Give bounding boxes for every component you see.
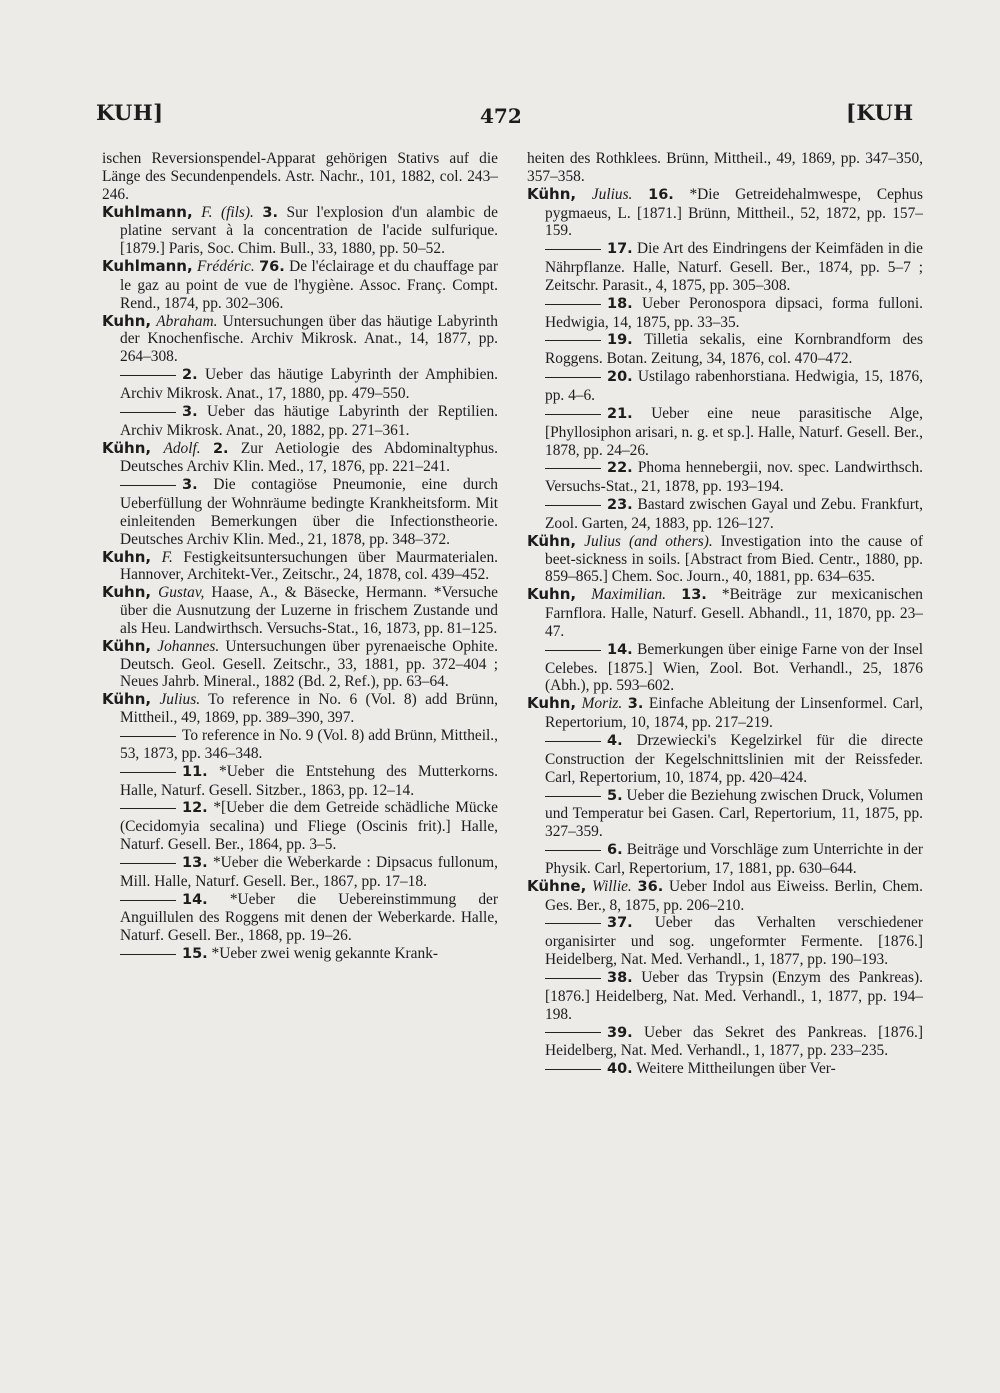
bibliography-entry [102, 799, 498, 854]
ditto-rule [545, 741, 601, 742]
bibliography-entry [102, 258, 498, 313]
entry-text: To reference in No. 6 (Vol. 8) add Brünn, Mittheil., 49, 1869, pp. 389–390, 397. [120, 691, 498, 727]
author-name: Kuhn, [102, 547, 152, 566]
entry-text: Ueber Indol aus Eiweiss. Berlin, Chem. Ges. Ber., 8, 1875, pp. 206–210. [545, 877, 923, 914]
entry-number: 2. [182, 367, 198, 384]
entry-text: Investigation into the cause of beet-sickness in soils. [Abstract from Bied. Centr., 1880, pp. 859–865.] Chem. Soc. Journ., 40, 1881, pp. 634–635. [545, 532, 923, 586]
entry-text: Ueber das Verhalten verschiedener organisirter und sog. ungeformter Fermente. [1876.] Heidelberg, Nat. Med. Verhandl., 1, 1877, pp. 190–193. [545, 914, 923, 969]
bibliography-entry [527, 841, 923, 878]
entry-number: 3. [262, 204, 279, 221]
bibliography-entry [527, 496, 923, 533]
ditto-rule [120, 736, 176, 737]
entry-number: 76. [259, 259, 285, 276]
bibliography-entry [527, 586, 923, 641]
bibliography-entry [527, 787, 923, 842]
ditto-rule [545, 249, 601, 250]
bibliography-entry [527, 641, 923, 696]
ditto-rule [120, 954, 176, 955]
bibliography-entry [527, 914, 923, 969]
bibliography-entry [527, 1024, 923, 1061]
ditto-rule [545, 304, 601, 305]
ditto-rule [120, 375, 176, 376]
entry-text: *Die Getreidehalmwespe, Cephus pygmaeus, L. [1871.] Brünn, Mittheil., 52, 1872, pp. 157–159. [545, 185, 923, 240]
bibliography-entry [102, 204, 498, 259]
entry-text: Ustilago rabenhorstiana. Hedwigia, 15, 1876, pp. 4–6. [545, 368, 923, 404]
author-given-name: Julius. [159, 691, 201, 709]
entry-number: 16. [648, 186, 674, 203]
entry-text: Ueber eine neue parasitische Alge, [Phyllosiphon arisari, n. g. et sp.]. Halle, Naturf. Gesell. Ber., 1878, pp. 24–26. [545, 404, 923, 459]
entry-number: 6. [607, 842, 623, 859]
entry-text: Die Art des Eindringens der Keimfäden in die Nährpflanze. Halle, Naturf. Gesell. Ber., 1874, pp. 5–7 ; Zeitschr. Parasit., 4, 1875, pp. 305–308. [545, 240, 923, 294]
entry-text: Festigkeitsuntersuchungen über Maurmaterialen. Hannover, Architekt-Ver., Zeitschr., 24, 1878, col. 439–452. [120, 548, 498, 584]
entry-text: Zur Aetiologie des Abdominaltyphus. Deutsches Archiv Klin. Med., 17, 1876, pp. 221–241. [120, 439, 498, 476]
entry-number: 17. [607, 241, 633, 258]
ditto-rule [120, 808, 176, 809]
bibliography-entry [102, 150, 498, 204]
ditto-rule [120, 863, 176, 864]
author-name: Kühne, [527, 876, 587, 895]
entry-text: Ueber das häutige Labyrinth der Reptilien. Archiv Mikrosk. Anat., 20, 1882, pp. 271–361. [120, 402, 499, 439]
entry-text: To reference in No. 9 (Vol. 8) add Brünn, Mittheil., 53, 1873, pp. 346–348. [120, 727, 498, 762]
entry-number: 3. [182, 477, 198, 494]
author-given-name: Julius (and others). [584, 532, 713, 550]
ditto-rule [120, 900, 176, 901]
entry-number: 23. [607, 497, 633, 514]
ditto-rule [120, 772, 176, 773]
entry-text: *Beiträge zur mexicanischen Farnflora. Halle, Naturf. Gesell. Abhandl., 11, 1870, pp. 23–47. [545, 586, 923, 640]
bibliography-entry [102, 891, 498, 946]
bibliography-entry [102, 403, 498, 440]
author-name: Kuhn, [102, 311, 152, 330]
bibliography-entry [102, 945, 498, 964]
bibliography-entry [527, 150, 923, 186]
bibliography-entry [527, 368, 923, 405]
bibliography-entry [527, 331, 923, 368]
entry-number: 2. [212, 440, 229, 457]
ditto-rule [545, 796, 601, 797]
entry-number: 4. [607, 733, 623, 749]
entry-text: Ueber das Trypsin (Enzym des Pankreas). [1876.] Heidelberg, Nat. Med. Verhandl., 1, 1877, pp. 194–198. [545, 968, 923, 1023]
author-given-name: F. [161, 548, 173, 566]
entry-number: 12. [182, 800, 208, 817]
entry-text: Phoma hennebergii, nov. spec. Landwirthsch. Versuchs-Stat., 21, 1878, pp. 193–194. [545, 459, 923, 496]
author-given-name: Maximilian. [591, 586, 667, 604]
bibliography-entry [527, 295, 923, 332]
bibliography-entry [527, 405, 923, 460]
author-name: Kuhn, [527, 585, 577, 604]
entry-number: 38. [607, 969, 633, 986]
entry-text: *Ueber die Entstehung des Mutterkorns. Halle, Naturf. Gesell. Sitzber., 1863, pp. 12–14. [120, 762, 498, 799]
ditto-rule [120, 412, 176, 413]
entry-number: 3. [627, 696, 644, 713]
entry-number: 21. [607, 405, 633, 422]
bibliography-entry [527, 186, 923, 241]
author-given-name: Willie. [592, 877, 632, 895]
ditto-rule [545, 377, 601, 378]
entry-number: 3. [182, 403, 198, 420]
bibliography-entry [102, 727, 498, 763]
ditto-rule [545, 414, 601, 415]
entry-number: 11. [182, 763, 208, 780]
bibliography-entry [102, 638, 498, 692]
bibliography-entry [527, 459, 923, 496]
entry-number: 14. [182, 891, 208, 908]
bibliography-entry [527, 969, 923, 1024]
bibliography-entry [102, 313, 498, 367]
entry-number: 20. [607, 369, 633, 386]
ditto-rule [545, 505, 601, 506]
running-header-right: [KUH [846, 100, 914, 125]
bibliography-entry [527, 732, 923, 787]
bibliography-entry [527, 1060, 923, 1079]
entry-text: Haase, A., & Bäsecke, Hermann. *Versuche über die Ausnutzung der Luzerne in frischem Zustande und als Heu. Landwirthsch. Versuchs-Stat., 16, 1873, pp. 81–125. [120, 584, 498, 637]
author-name: Kuhlmann, [102, 257, 193, 276]
author-name: Kühn, [102, 636, 152, 655]
author-given-name: Johannes. [157, 637, 220, 655]
entry-text: Bastard zwischen Gayal und Zebu. Frankfurt, Zool. Garten, 24, 1883, pp. 126–127. [545, 496, 923, 532]
page-number: 472 [480, 104, 522, 128]
author-given-name: Adolf. [163, 439, 201, 457]
running-header-left: KUH] [96, 100, 164, 125]
bibliography-entry [102, 763, 498, 800]
entry-text: *Ueber zwei wenig gekannte Krank- [211, 945, 439, 963]
author-given-name: Moriz. [581, 695, 623, 713]
entry-text: Untersuchungen über pyrenaeische Ophite. Deutsch. Geol. Gesell. Zeitschr., 33, 1881, pp. 372–404 ; Neues Jahrb. Mineral., 1882 (Bd. 2, Ref.), pp. 63–64. [120, 637, 498, 691]
entry-number: 22. [607, 460, 633, 477]
ditto-rule [545, 1069, 601, 1070]
entry-text: *Ueber die Uebereinstimmung der Anguillulen des Roggens mit denen der Weberkarde. Halle, Naturf. Gesell. Ber., 1868, pp. 19–26. [120, 890, 498, 945]
entry-number: 14. [607, 641, 633, 658]
entry-text: Bemerkungen über einige Farne von der Insel Celebes. [1875.] Wien, Zool. Bot. Verhandl., 25, 1876 (Abh.), pp. 593–602. [545, 640, 923, 695]
entry-text: Drzewiecki's Kegelzirkel für die directe Construction der Kegelschnittslinien mit der Reissfeder. Carl, Repertorium, 10, 1874, pp. 420–424. [545, 732, 923, 786]
author-name: Kühn, [102, 438, 152, 457]
entry-number: 13. [681, 587, 707, 604]
entry-text: Untersuchungen über das häutige Labyrinth der Knochenfische. Archiv Mikrosk. Anat., 14, 1877, pp. 264–308. [120, 312, 498, 366]
entry-text: Die contagiöse Pneumonie, eine durch Ueberfüllung der Wohnräume bedingte Krankheitsform. Mit einleitenden Bemerkungen über die Infectionstheorie. Deutsches Archiv Klin. Med., 21, 1878, pp. 348–372. [120, 476, 498, 548]
entry-number: 19. [607, 332, 633, 349]
entry-text: Ueber das häutige Labyrinth der Amphibien. Archiv Mikrosk. Anat., 17, 1880, pp. 479–550. [120, 366, 498, 402]
author-given-name: Julius. [591, 185, 633, 203]
bibliography-entry [102, 549, 498, 585]
author-given-name: Frédéric. [197, 258, 255, 276]
author-given-name: F. (fils). [201, 203, 254, 221]
bibliography-entry [527, 533, 923, 587]
author-name: Kühn, [527, 184, 577, 203]
author-name: Kuhlmann, [102, 202, 193, 221]
entry-number: 18. [607, 295, 633, 312]
entry-number: 37. [607, 915, 633, 932]
author-name: Kuhn, [527, 694, 577, 713]
ditto-rule [545, 650, 601, 651]
ditto-rule [545, 1032, 601, 1033]
bibliography-entry [527, 878, 923, 915]
entry-text: De l'éclairage et du chauffage par le gaz au point de vue de l'hygiène. Assoc. Franç. Compt. Rend., 1874, pp. 302–306. [120, 258, 498, 312]
entry-number: 5. [607, 787, 623, 804]
entry-text: Ueber das Sekret des Pankreas. [1876.] Heidelberg, Nat. Med. Verhandl., 1, 1877, pp. 233–235. [545, 1023, 923, 1060]
bibliography-entry [102, 440, 498, 477]
author-name: Kuhn, [102, 583, 152, 602]
ditto-rule [545, 978, 601, 979]
entry-number: 13. [182, 854, 208, 871]
bibliography-entry [102, 854, 498, 891]
bibliography-entry [527, 695, 923, 732]
entry-text: heiten des Rothklees. Brünn, Mittheil., 49, 1869, pp. 347–350, 357–358. [527, 150, 923, 185]
entry-text: *Ueber die Weberkarde : Dipsacus fullonum, Mill. Halle, Naturf. Gesell. Ber., 1867, pp. 17–18. [120, 853, 498, 890]
ditto-rule [545, 468, 601, 469]
entry-text: *[Ueber die dem Getreide schädliche Mücke (Cecidomyia secalina) und Fliege (Oscinis frit).] Halle, Naturf. Gesell. Ber., 1864, pp. 3–5. [120, 799, 498, 854]
entry-text: ischen Reversionspendel-Apparat gehörigen Stativs auf die Länge des Secundenpendels. Astr. Nachr., 101, 1882, col. 243–246. [102, 150, 498, 203]
ditto-rule [545, 850, 601, 851]
entry-text: Beiträge und Vorschläge zum Unterrichte in der Physik. Carl, Repertorium, 17, 1881, pp. 630–644. [545, 841, 923, 877]
entry-text: Tilletia sekalis, eine Kornbrandform des Roggens. Botan. Zeitung, 34, 1876, col. 470–472. [545, 331, 923, 368]
author-given-name: Abraham. [156, 312, 218, 330]
bibliography-entry [102, 476, 498, 548]
author-given-name: Gustav, [158, 584, 205, 602]
entry-number: 15. [182, 946, 208, 963]
author-name: Kühn, [102, 690, 152, 709]
left-column [102, 150, 498, 964]
bibliography-entry [102, 584, 498, 638]
entry-text: Weitere Mittheilungen über Ver- [636, 1060, 836, 1078]
entry-text: Ueber die Beziehung zwischen Druck, Volumen und Temperatur bei Gasen. Carl, Repertorium, 11, 1875, pp. 327–359. [545, 786, 923, 841]
entry-number: 40. [607, 1061, 633, 1078]
bibliography-entry [102, 691, 498, 727]
entry-number: 36. [637, 878, 664, 895]
author-name: Kühn, [527, 531, 577, 550]
ditto-rule [120, 485, 176, 486]
entry-text: Ueber Peronospora dipsaci, forma fulloni. Hedwigia, 14, 1875, pp. 33–35. [545, 294, 923, 331]
ditto-rule [545, 340, 601, 341]
entry-number: 39. [607, 1024, 633, 1041]
bibliography-entry [527, 240, 923, 295]
right-column [527, 150, 923, 1079]
bibliography-entry [102, 366, 498, 403]
ditto-rule [545, 923, 601, 924]
entry-text: Sur l'explosion d'un alambic de platine servant à la concentration de l'acide sulfurique. [1879.] Paris, Soc. Chim. Bull., 33, 1880, pp. 50–52. [120, 203, 498, 258]
entry-text: Einfache Ableitung der Linsenformel. Carl, Repertorium, 10, 1874, pp. 217–219. [545, 695, 923, 732]
